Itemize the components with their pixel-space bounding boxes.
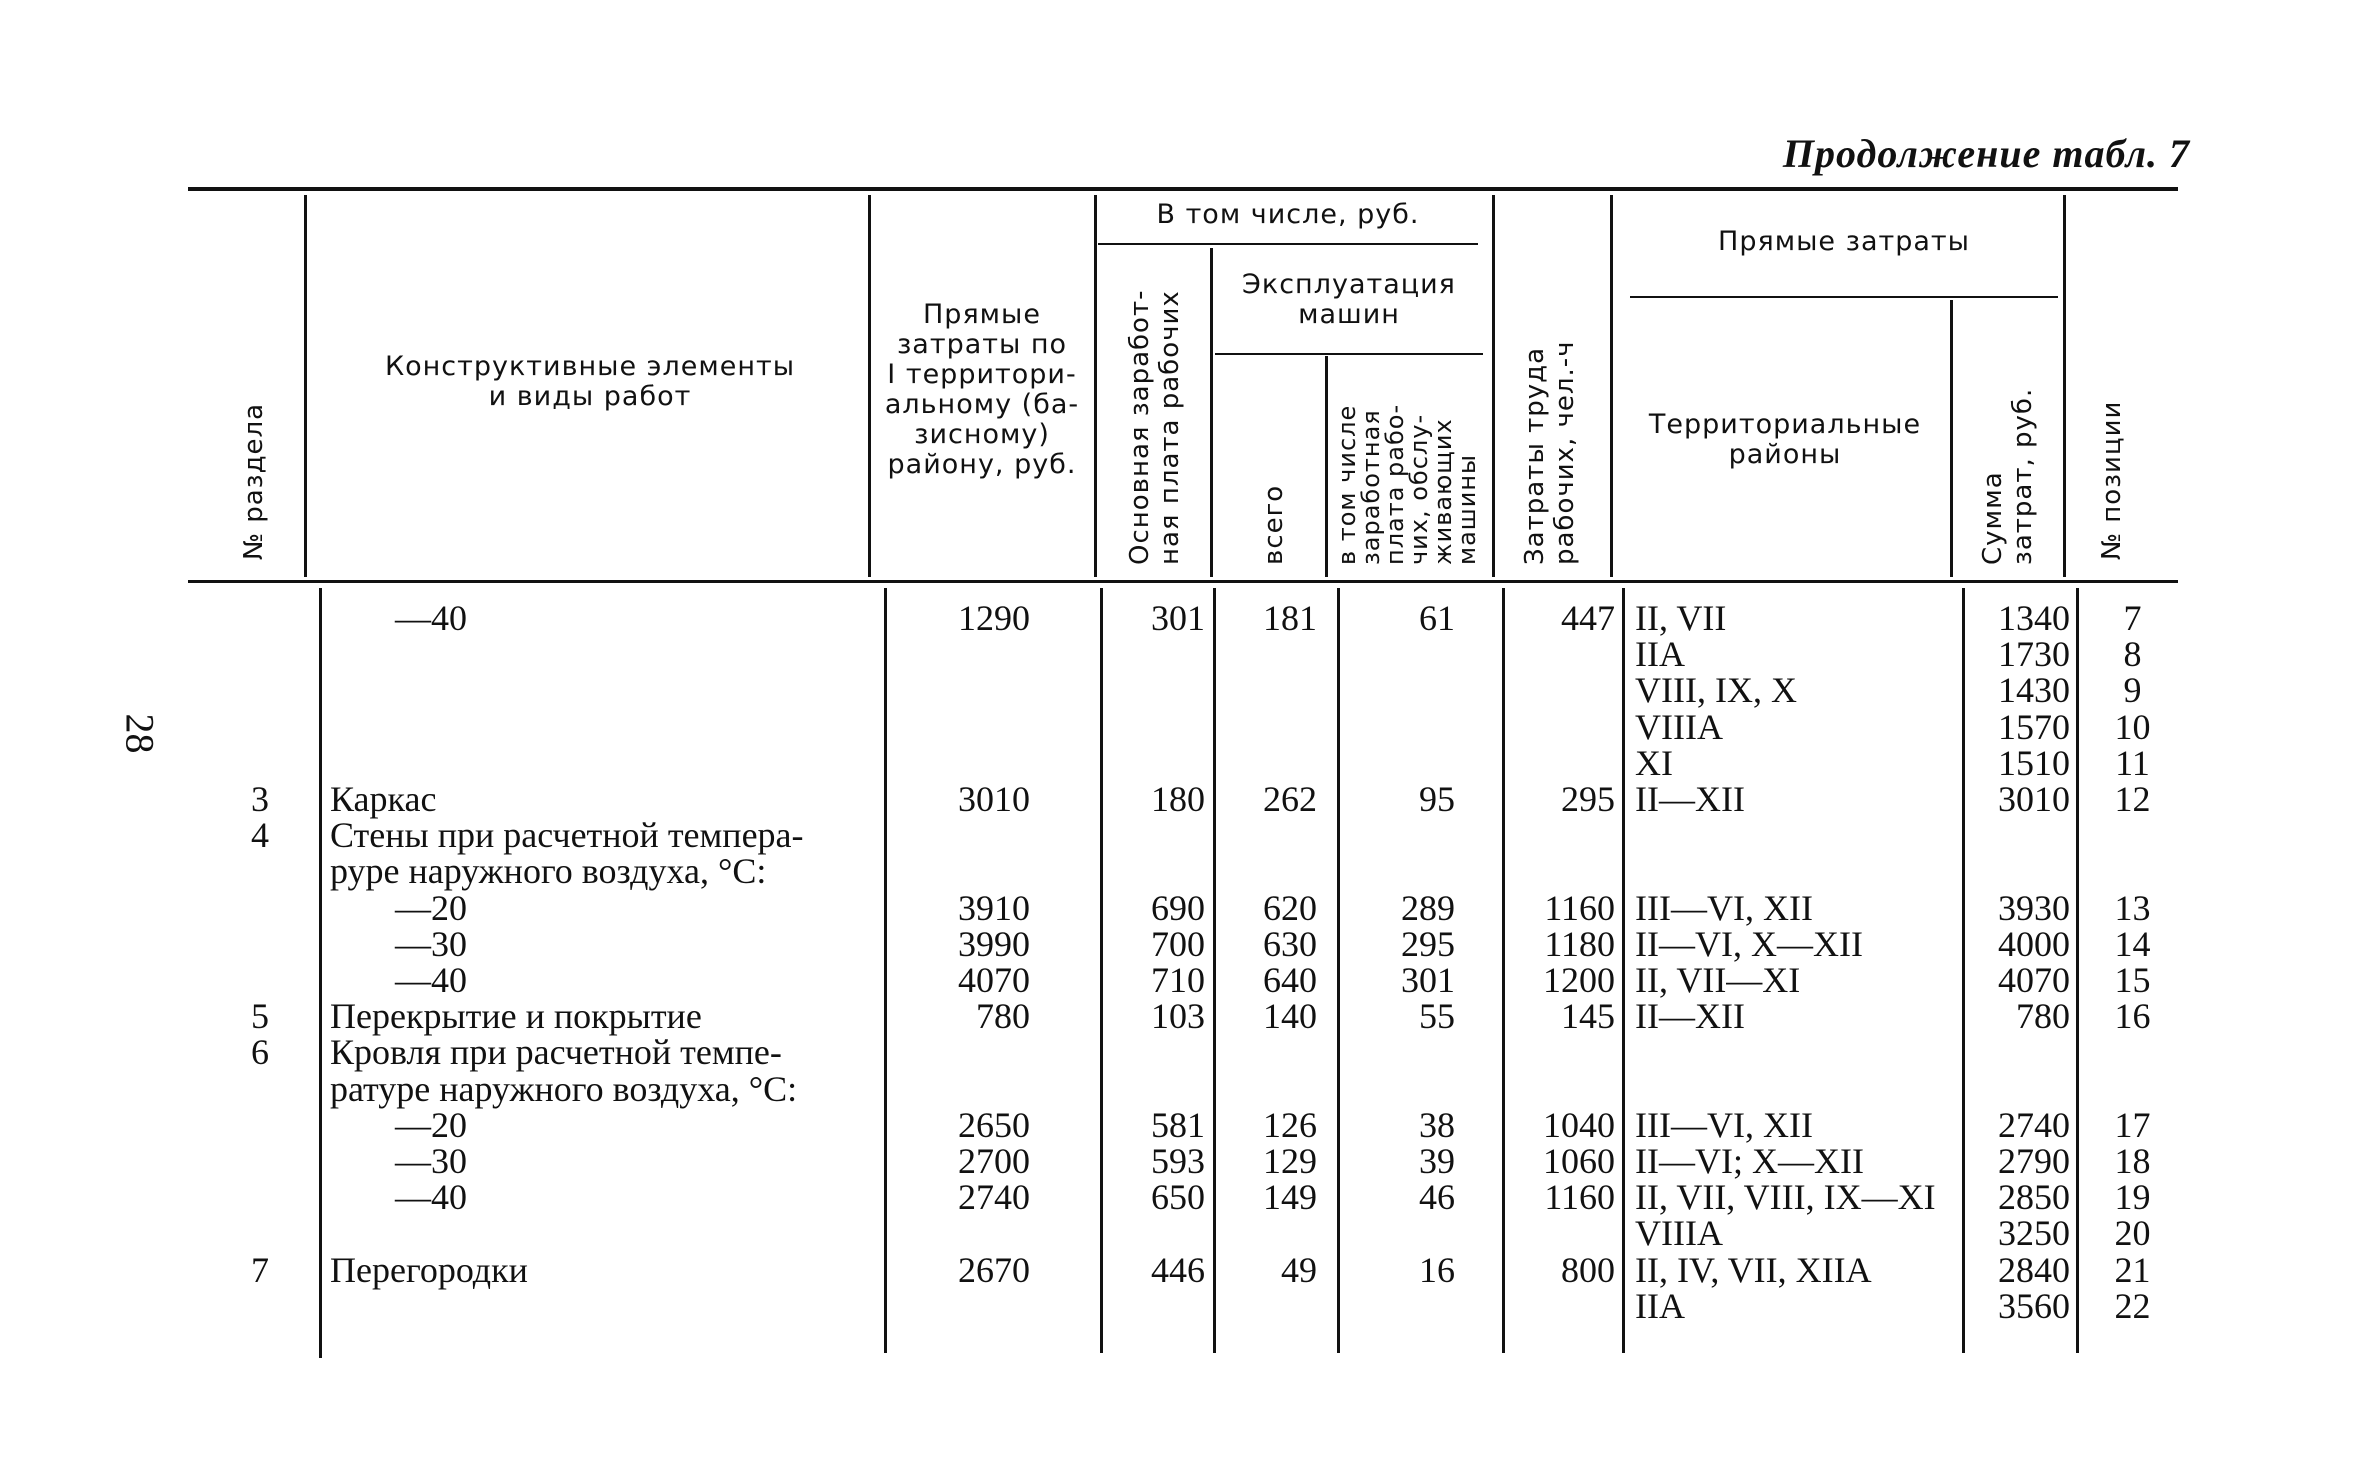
row-machine-wage: 46 [1419, 1177, 1455, 1218]
row-sum-costs: 2740 [1998, 1104, 2070, 1145]
row-position-no: 18 [2114, 1141, 2151, 1181]
header-section-no: № раздела [239, 402, 269, 560]
row-base-wage: 581 [1151, 1104, 1205, 1145]
header-col-line-7 [1610, 195, 1613, 577]
row-machine-wage: 39 [1419, 1141, 1455, 1181]
row-direct-cost-base: 2700 [958, 1141, 1030, 1181]
row-element-name: Кровля при расчетной темпе- [330, 1032, 782, 1073]
row-direct-cost-base: 4070 [958, 960, 1030, 1000]
row-labor-costs: 1200 [1543, 960, 1615, 1000]
row-territorial-region: II—XII [1635, 779, 1745, 819]
row-element-name: ратуре наружного воздуха, °С: [330, 1068, 798, 1109]
row-element-name: Перекрытие и покрытие [330, 996, 702, 1037]
row-machine-total: 630 [1263, 923, 1317, 964]
header-col-line-2 [868, 195, 871, 577]
row-labor-costs: 1160 [1544, 1177, 1615, 1218]
row-labor-costs: 1040 [1543, 1104, 1615, 1145]
row-sum-costs: 3250 [1998, 1213, 2070, 1254]
row-machine-wage: 289 [1401, 887, 1455, 928]
direct-costs-subrule [1630, 296, 2058, 298]
row-subitem-temperature: —20 [395, 1104, 467, 1145]
row-machine-wage: 16 [1419, 1249, 1455, 1290]
machine-subrule [1215, 353, 1483, 355]
row-sum-costs: 4070 [1998, 960, 2070, 1000]
body-col-line-1 [319, 588, 322, 1358]
row-sum-costs: 4000 [1998, 923, 2070, 964]
row-base-wage: 690 [1151, 887, 1205, 928]
table-header-bottom-rule [188, 580, 2178, 583]
header-sum-costs: Сумма затрат, руб. [1978, 387, 2038, 565]
row-position-no: 10 [2114, 706, 2151, 747]
row-sum-costs: 2850 [1998, 1177, 2070, 1218]
row-territorial-region: VIII, IX, X [1635, 670, 1797, 711]
row-machine-total: 262 [1263, 779, 1317, 819]
row-position-no: 21 [2114, 1249, 2151, 1290]
row-territorial-region: II—VI, X—XII [1635, 923, 1863, 964]
row-machine-total: 640 [1263, 960, 1317, 1000]
including-subrule [1098, 243, 1478, 245]
row-base-wage: 103 [1151, 996, 1205, 1037]
row-machine-total: 129 [1263, 1141, 1317, 1181]
body-col-line-9 [2076, 588, 2079, 1353]
row-labor-costs: 145 [1561, 996, 1615, 1037]
header-direct-costs: Прямые затраты [1718, 226, 1970, 257]
row-position-no: 17 [2114, 1104, 2151, 1145]
header-direct-costs-base: Прямые затраты по I территори- альному (ба- зисному) району, руб. [884, 299, 1080, 480]
header-territorial-regions: Территориальные районы [1648, 409, 1922, 470]
header-base-wage: Основная заработ- ная плата рабочих [1125, 289, 1185, 565]
row-base-wage: 700 [1151, 923, 1205, 964]
row-territorial-region: III—VI, XII [1635, 1104, 1813, 1145]
row-machine-wage: 301 [1401, 960, 1455, 1000]
row-machine-total: 181 [1263, 598, 1317, 638]
row-territorial-region: IIA [1635, 634, 1685, 675]
row-subitem-temperature: —20 [395, 887, 467, 928]
row-position-no: 15 [2114, 960, 2151, 1000]
row-base-wage: 180 [1151, 779, 1205, 819]
row-sum-costs: 2790 [1998, 1141, 2070, 1181]
row-position-no: 9 [2123, 670, 2142, 711]
row-base-wage: 593 [1151, 1141, 1205, 1181]
row-subitem-temperature: —40 [395, 598, 467, 638]
row-subitem-temperature: —30 [395, 1141, 467, 1181]
row-machine-total: 149 [1263, 1177, 1317, 1218]
row-sum-costs: 1730 [1998, 634, 2070, 675]
row-position-no: 20 [2114, 1213, 2151, 1254]
row-position-no: 16 [2114, 996, 2151, 1037]
row-section-no: 3 [251, 779, 269, 819]
header-including-rub: В том числе, руб. [1156, 199, 1420, 230]
row-territorial-region: IIA [1635, 1285, 1685, 1326]
body-col-line-8 [1962, 588, 1965, 1353]
row-position-no: 7 [2123, 598, 2142, 638]
row-territorial-region: VIIIA [1635, 1213, 1723, 1254]
row-machine-wage: 55 [1419, 996, 1455, 1037]
row-position-no: 12 [2114, 779, 2151, 819]
row-territorial-region: XI [1635, 742, 1673, 783]
body-col-line-2 [884, 588, 887, 1353]
row-sum-costs: 3930 [1998, 887, 2070, 928]
row-sum-costs: 2840 [1998, 1249, 2070, 1290]
row-base-wage: 710 [1151, 960, 1205, 1000]
header-col-line-4 [1210, 248, 1213, 577]
row-sum-costs: 1340 [1998, 598, 2070, 638]
row-position-no: 11 [2115, 742, 2150, 783]
header-labor-costs: Затраты труда рабочих, чел.-ч [1520, 340, 1580, 565]
header-col-line-6 [1492, 195, 1495, 577]
row-labor-costs: 295 [1561, 779, 1615, 819]
row-position-no: 22 [2114, 1285, 2151, 1326]
header-col-line-1 [304, 195, 307, 577]
row-territorial-region: III—VI, XII [1635, 887, 1813, 928]
row-labor-costs: 800 [1561, 1249, 1615, 1290]
table-top-rule [188, 187, 2178, 191]
header-col-line-5 [1325, 356, 1328, 577]
table-caption: Продолжение табл. 7 [1782, 131, 2190, 176]
row-subitem-temperature: —30 [395, 923, 467, 964]
row-section-no: 6 [251, 1032, 269, 1073]
row-machine-total: 126 [1263, 1104, 1317, 1145]
row-base-wage: 650 [1151, 1177, 1205, 1218]
row-position-no: 19 [2114, 1177, 2151, 1218]
body-col-line-5 [1337, 588, 1340, 1353]
header-col-line-3 [1094, 195, 1097, 577]
row-direct-cost-base: 1290 [958, 598, 1030, 638]
row-direct-cost-base: 2740 [958, 1177, 1030, 1218]
row-machine-wage: 295 [1401, 923, 1455, 964]
header-machine-total: всего [1259, 484, 1289, 565]
body-col-line-6 [1502, 588, 1505, 1353]
row-territorial-region: II, VII, VIII, IX—XI [1635, 1177, 1936, 1218]
row-machine-total: 140 [1263, 996, 1317, 1037]
row-labor-costs: 1160 [1544, 887, 1615, 928]
row-sum-costs: 780 [2016, 996, 2070, 1037]
header-including-wage: в том числе заработная плата рабо- чих, обслу- живающих машины [1333, 403, 1481, 565]
row-direct-cost-base: 3990 [958, 923, 1030, 964]
body-col-line-4 [1213, 588, 1216, 1353]
row-section-no: 4 [251, 815, 269, 856]
row-labor-costs: 1180 [1544, 923, 1615, 964]
row-labor-costs: 1060 [1543, 1141, 1615, 1181]
row-direct-cost-base: 3910 [958, 887, 1030, 928]
body-col-line-3 [1100, 588, 1103, 1353]
row-base-wage: 301 [1151, 598, 1205, 638]
row-territorial-region: II—XII [1635, 996, 1745, 1037]
row-element-name: руре наружного воздуха, °С: [330, 851, 767, 892]
row-territorial-region: II, VII [1635, 598, 1727, 638]
row-sum-costs: 1570 [1998, 706, 2070, 747]
header-machine-operation: Эксплуатация машин [1242, 269, 1456, 330]
row-element-name: Перегородки [330, 1249, 528, 1290]
row-position-no: 8 [2123, 634, 2142, 675]
row-machine-wage: 95 [1419, 779, 1455, 819]
row-machine-wage: 38 [1419, 1104, 1455, 1145]
row-element-name: Каркас [330, 779, 437, 819]
row-direct-cost-base: 2670 [958, 1249, 1030, 1290]
row-section-no: 7 [251, 1249, 269, 1290]
row-base-wage: 446 [1151, 1249, 1205, 1290]
row-element-name: Стены при расчетной темпера- [330, 815, 804, 856]
row-sum-costs: 3560 [1998, 1285, 2070, 1326]
row-subitem-temperature: —40 [395, 1177, 467, 1218]
row-sum-costs: 1430 [1998, 670, 2070, 711]
row-machine-total: 620 [1263, 887, 1317, 928]
row-territorial-region: II, IV, VII, XIIA [1635, 1249, 1872, 1290]
header-elements: Конструктивные элементы и виды работ [384, 351, 796, 412]
row-subitem-temperature: —40 [395, 960, 467, 1000]
row-machine-total: 49 [1281, 1249, 1317, 1290]
header-col-line-8 [1950, 300, 1953, 577]
row-territorial-region: II—VI; X—XII [1635, 1141, 1864, 1181]
row-direct-cost-base: 3010 [958, 779, 1030, 819]
header-col-line-9 [2063, 195, 2066, 577]
body-col-line-7 [1622, 588, 1625, 1353]
row-sum-costs: 1510 [1998, 742, 2070, 783]
header-position-no: № позиции [2097, 400, 2127, 560]
row-territorial-region: II, VII—XI [1635, 960, 1801, 1000]
row-machine-wage: 61 [1419, 598, 1455, 638]
row-section-no: 5 [251, 996, 269, 1037]
row-territorial-region: VIIIA [1635, 706, 1723, 747]
row-direct-cost-base: 2650 [958, 1104, 1030, 1145]
row-sum-costs: 3010 [1998, 779, 2070, 819]
row-direct-cost-base: 780 [976, 996, 1030, 1037]
row-position-no: 14 [2114, 923, 2151, 964]
row-position-no: 13 [2114, 887, 2151, 928]
row-labor-costs: 447 [1561, 598, 1615, 638]
page-number: 28 [117, 713, 163, 754]
